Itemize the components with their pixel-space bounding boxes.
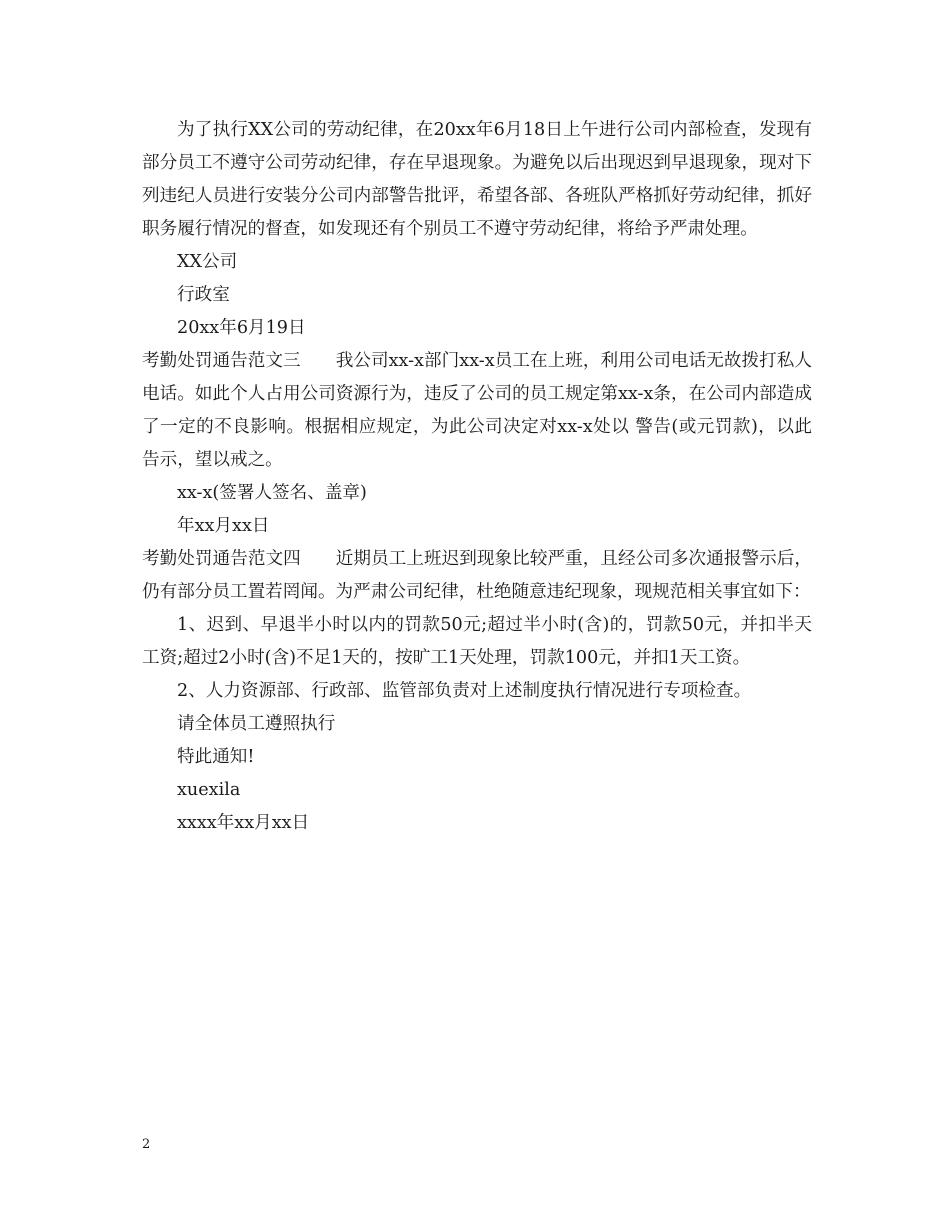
final-date: xxxx年xx月xx日	[177, 813, 310, 833]
instruction-line: 请全体员工遵照执行	[177, 714, 336, 734]
rule-item-2: 2、人力资源部、行政部、监管部负责对上述制度执行情况进行专项检查。	[177, 681, 752, 701]
paragraph-intro: 为了执行XX公司的劳动纪律，在20xx年6月18日上午进行公司内部检查，发现有部分员工不遵守公司劳动纪律，存在早退现象。为避免以后出现迟到早退现象，现对下列违纪人员进行安装分公司内部警告批评，希望各部、各班队严格抓好劳动纪律，抓好职务履行情况的督查，如发现还有个别员工不遵守劳动纪律，将给予严肃处理。	[142, 120, 812, 239]
page-number: 2	[142, 1137, 151, 1152]
signatory-line: xx-x(签署人签名、盖章)	[177, 483, 367, 503]
sample-four-body: 近期员工上班迟到现象比较严重，且经公司多次通报警示后，仍有部分员工置若罔闻。为严肃公司纪律，杜绝随意违纪现象，现规范相关事宜如下：	[142, 549, 812, 602]
signature-company: XX公司	[177, 252, 238, 272]
notice-closing: 特此通知!	[177, 747, 255, 767]
rule-item-1: 1、迟到、早退半小时以内的罚款50元;超过半小时(含)的，罚款50元，并扣半天工资;超过2小时(含)不足1天的，按旷工1天处理，罚款100元，并扣1天工资。	[142, 615, 812, 668]
signature-department: 行政室	[177, 285, 230, 305]
author-line: xuexila	[177, 780, 241, 800]
section-heading-sample-three: 考勤处罚通告范文三	[142, 351, 301, 371]
paragraph-sample-four	[142, 543, 812, 609]
paragraph-sample-three	[142, 345, 812, 477]
signatory-date: 年xx月xx日	[177, 516, 270, 536]
signature-date: 20xx年6月19日	[177, 318, 306, 338]
section-heading-sample-four: 考勤处罚通告范文四	[142, 549, 301, 569]
sample-three-body: 我公司xx-x部门xx-x员工在上班，利用公司电话无故拨打私人电话。如此个人占用公司资源行为，违反了公司的员工规定第xx-x条，在公司内部造成了一定的不良影响。根据相应规定，为此公司决定对xx-x处以 警告(或元罚款)，以此告示，望以戒之。	[142, 351, 812, 470]
document-body	[142, 114, 812, 840]
